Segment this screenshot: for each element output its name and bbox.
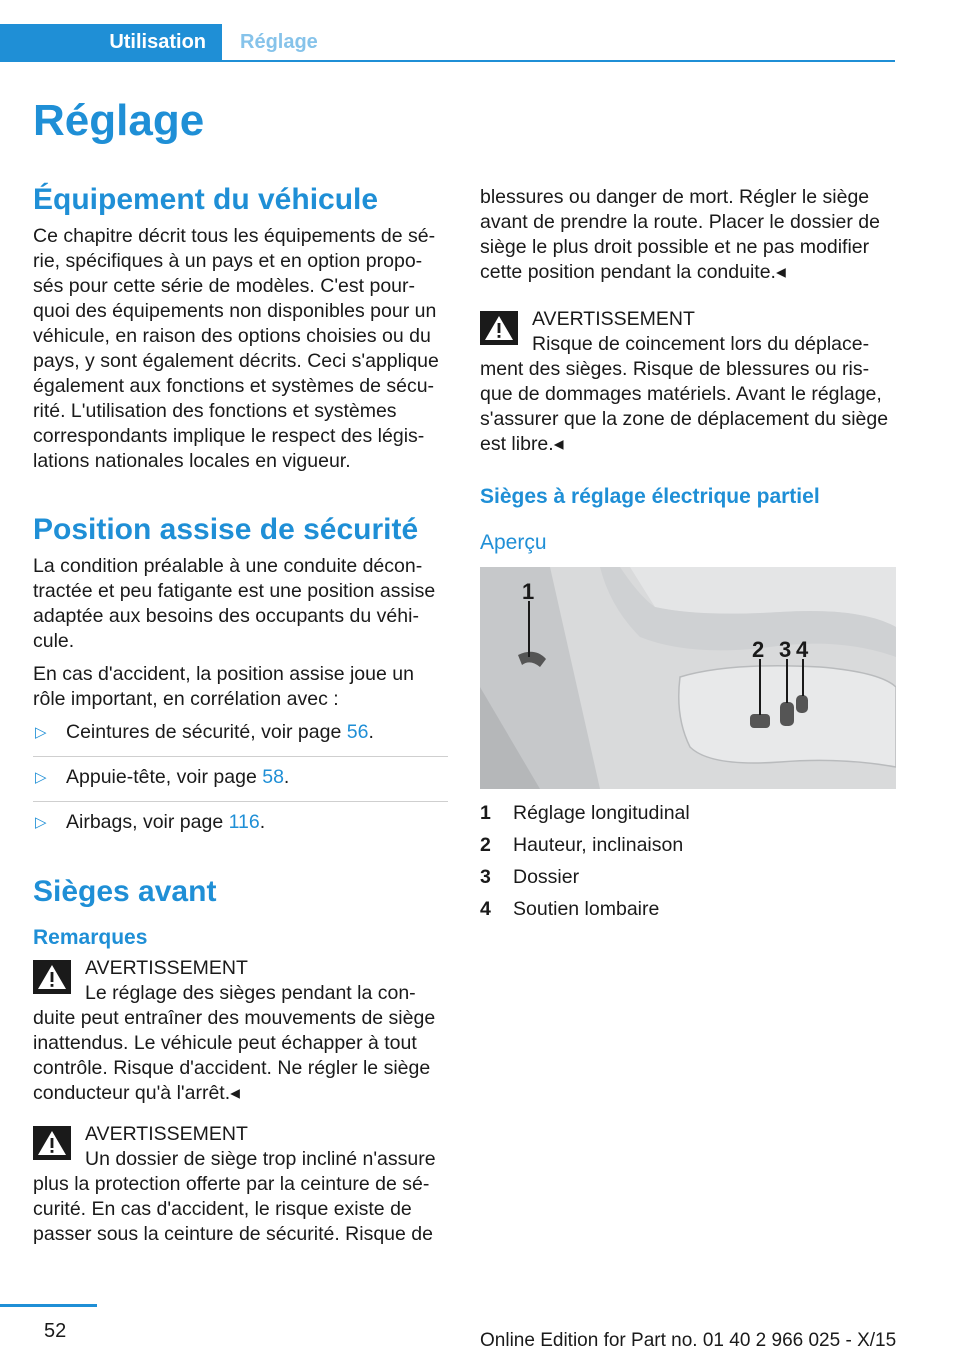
tab-utilisation[interactable]: [0, 24, 222, 61]
callout-4: 4: [796, 637, 809, 662]
link-page-58[interactable]: 58: [262, 766, 284, 788]
callout-2: 2: [752, 637, 765, 662]
warning-block-2: [33, 1122, 448, 1247]
link-page-56[interactable]: 56: [346, 721, 369, 743]
page-number: 52: [44, 1320, 67, 1342]
footer-rule: [0, 1304, 97, 1307]
legend-item: 2 Hauteur, inclinaison: [480, 834, 684, 856]
page-title: Réglage: [33, 96, 205, 145]
warning-text: Risque de coincement lors du déplace‐ ment des sièges. Risque de blessures ou ris‐ que de dommages matériels. Avant le réglage, s'assurer que la zone de déplacement du siège est libre.◂: [480, 333, 889, 455]
tab-reglage[interactable]: Réglage: [240, 31, 318, 53]
legend-list: [480, 801, 896, 929]
callout-3: 3: [779, 637, 792, 662]
heading-sieges-avant: Sièges avant: [33, 875, 217, 908]
seat-controls-image: [480, 567, 896, 789]
paragraph-position-2: En cas d'accident, la position assise joue un rôle important, en corrélation avec :: [33, 663, 414, 710]
header-rule: [0, 60, 895, 62]
right-column: [480, 185, 896, 929]
bullet-item-appuie-tete: ▷ Appuie-tête, voir page 58.: [33, 765, 448, 802]
legend-item: 1 Réglage longitudinal: [480, 802, 690, 824]
warning-title: AVERTISSEMENT: [85, 1123, 248, 1145]
legend-item: 4 Soutien lombaire: [480, 898, 660, 920]
edition-note: Online Edition for Part no. 01 40 2 966 025 - X/15: [480, 1330, 897, 1351]
link-page-116[interactable]: 116: [228, 811, 260, 833]
heading-sieges-electriques: Sièges à réglage électrique partiel: [480, 485, 820, 508]
warning-block-1: [33, 956, 448, 1106]
warning-text: Un dossier de siège trop incliné n'assure plus la protection offerte par la ceinture de sé‐ curité. En cas d'accident, le risque existe de passer sous la ceinture de sécurité. Risque de: [33, 1148, 436, 1245]
warning-title: AVERTISSEMENT: [532, 308, 695, 330]
warning-block-3: [480, 307, 896, 457]
subheading-remarques: Remarques: [33, 926, 148, 949]
callout-1: 1: [522, 579, 535, 604]
triangle-bullet-icon: ▷: [35, 724, 47, 741]
tab-utilisation-label: Utilisation: [109, 31, 206, 53]
left-column: [33, 182, 448, 1263]
paragraph-continuation: blessures ou danger de mort. Régler le siège avant de prendre la route. Placer le dossier de siège le plus droit possible et ne pas modifier cette position pendant la conduite.◂: [480, 186, 880, 283]
paragraph-equipement: Ce chapitre décrit tous les équipements de sé‐ rie, spécifiques à un pays et en option propo‐ sés pour cette série de modèles. C'est pour‐ quoi des équipements non disponibles pour un véhicule, en raison des options choisies ou du pays, y sont également décrits. Ceci s'applique également aux fonctions et systèmes de sécu‐ rité. L'utilisation des fonctions et systèmes correspondants implique le respect des légis‐ lations nationales locales en vigueur.: [33, 225, 439, 472]
bullet-item-airbags: ▷ Airbags, voir page 116.: [35, 811, 266, 833]
warning-icon: [480, 311, 518, 345]
bullet-item-ceintures: ▷ Ceintures de sécurité, voir page 56.: [33, 720, 448, 757]
paragraph-position-1: La condition préalable à une conduite décon‐ tractée et peu fatigante est une position assise adaptée aux besoins des occupants du véhi‐ cule.: [33, 555, 436, 652]
heading-position-assise: Position assise de sécurité: [33, 513, 419, 546]
triangle-bullet-icon: ▷: [35, 814, 47, 831]
subheading-apercu: Aperçu: [480, 531, 547, 554]
heading-equipement: Équipement du véhicule: [33, 183, 379, 216]
warning-text: Le réglage des sièges pendant la con‐ duite peut entraîner des mouvements de siège inattendus. Le véhicule peut échapper à tout contrôle. Risque d'accident. Ne régler le siège conducteur qu'à l'arrêt.◂: [33, 982, 436, 1104]
triangle-bullet-icon: ▷: [35, 769, 47, 786]
warning-icon: [33, 960, 71, 994]
legend-item: 3 Dossier: [480, 866, 580, 888]
warning-icon: [33, 1126, 71, 1160]
bullet-list: [33, 720, 448, 846]
warning-title: AVERTISSEMENT: [85, 957, 248, 979]
